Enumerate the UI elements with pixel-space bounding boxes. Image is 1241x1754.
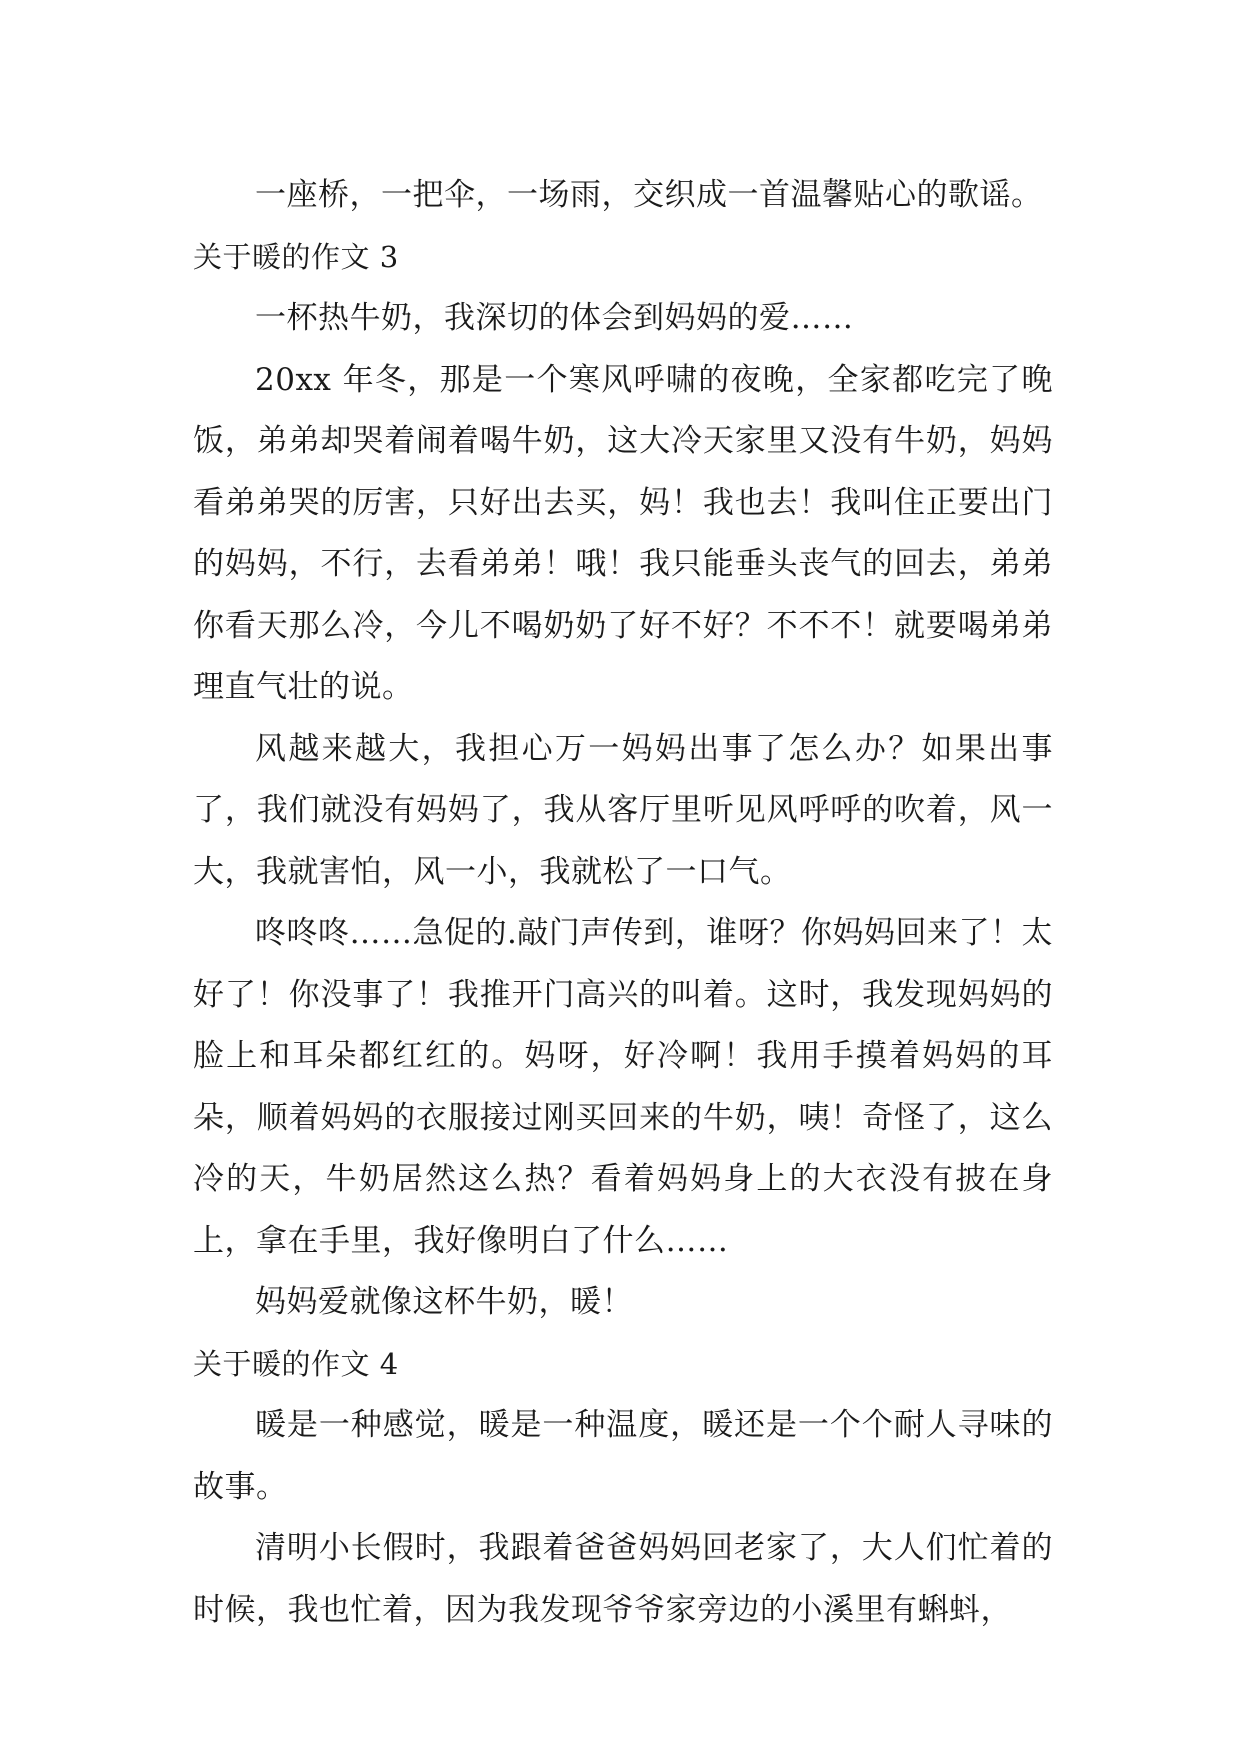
paragraph-knock: 咚咚咚……急促的.敲门声传到，谁呀？你妈妈回来了！太好了！你没事了！我推开门高兴的叫着。这时，我发现妈妈的脸上和耳朵都红红的。妈呀，好冷啊！我用手摸着妈妈的耳朵，顺着妈妈的衣服接过刚买回来的牛奶，咦！奇怪了，这么冷的天，牛奶居然这么热？看着妈妈身上的大衣没有披在身上，拿在手里，我好像明白了什么…… <box>193 915 1053 1259</box>
paragraph-winter-night: 20xx 年冬，那是一个寒风呼啸的夜晚，全家都吃完了晚饭，弟弟却哭着闹着喝牛奶，这大冷天家里又没有牛奶，妈妈看弟弟哭的厉害，只好出去买，妈！我也去！我叫住正要出门的妈妈，不行，去看弟弟！哦！我只能垂头丧气的回去，弟弟你看天那么冷，今儿不喝奶奶了好不好？不不不！就要喝弟弟理直气壮的说。 <box>193 361 1053 705</box>
paragraph-hot-milk: 一杯热牛奶，我深切的体会到妈妈的爱…… <box>255 300 854 336</box>
paragraph-wind: 风越来越大，我担心万一妈妈出事了怎么办？如果出事了，我们就没有妈妈了，我从客厅里听见风呼呼的吹着，风一大，我就害怕，风一小，我就松了一口气。 <box>193 730 1053 890</box>
paragraph-mother-love: 妈妈爱就像这杯牛奶，暖！ <box>255 1284 633 1320</box>
paragraph-qingming: 清明小长假时，我跟着爸爸妈妈回老家了，大人们忙着的时候，我也忙着，因为我发现爷爷家旁边的小溪里有蝌蚪， <box>193 1530 1053 1628</box>
paragraph-warmth-feeling: 暖是一种感觉，暖是一种温度，暖还是一个个耐人寻味的故事。 <box>193 1407 1053 1505</box>
essay-heading-3: 关于暖的作文 3 <box>193 239 399 274</box>
essay-heading-4: 关于暖的作文 4 <box>193 1346 399 1381</box>
document-body <box>193 165 1053 1641</box>
paragraph-bridge-umbrella: 一座桥，一把伞，一场雨，交织成一首温馨贴心的歌谣。 <box>255 177 1043 213</box>
